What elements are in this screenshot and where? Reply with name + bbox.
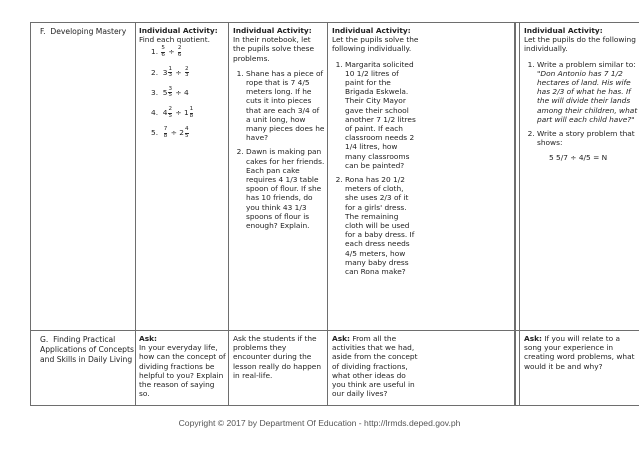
copyright-footer: Copyright © 2017 by Department Of Education - http://lrmds.deped.gov.ph [178, 418, 461, 428]
problem-item: 1. Shane has a piece of rope that is 7 4/5 meters long. If he cuts it into pieces that are each 3/4 of a unit long, how many pieces does he have? [246, 69, 325, 143]
equation: 5 5/7 ÷ 4/5 = N [549, 153, 608, 163]
column-divider [327, 22, 328, 406]
column-divider [135, 22, 136, 406]
activity-instruction: Let the pupils do the following individually. [524, 35, 636, 54]
activity-instruction: Let the pupils solve the following individually. [332, 35, 419, 54]
row-divider [30, 330, 639, 331]
row-title: Finding Practical Applications of Concepts and Skills in Daily Living [40, 335, 134, 364]
row-f-label [40, 27, 132, 37]
quotient-list [139, 46, 227, 139]
f-col2-cell [233, 26, 325, 235]
g-col4-cell [524, 334, 638, 371]
g-col2-cell [233, 334, 325, 380]
ask-label: Ask: [139, 334, 157, 343]
column-divider [519, 22, 520, 406]
f-col1-cell [139, 26, 227, 147]
activity-heading: Individual Activity: [332, 26, 411, 35]
problem-list [524, 60, 638, 163]
problem-item: 1. Write a problem similar to: "Don Antonio has 7 1/2 hectares of land. His wife has 2/3 of what he has. If the will divide their lands among their children, what part will each child have?" [537, 60, 638, 124]
quotient-item: 5. $\frac{7}{8}$ ÷ 2 $\frac{4}{5}$ [151, 126, 189, 139]
g-col3-cell [332, 334, 418, 398]
activity-heading: Individual Activity: [524, 26, 603, 35]
activity-heading: Individual Activity: [139, 26, 218, 35]
activity-heading: Individual Activity: [233, 26, 312, 35]
table-bottom-border [30, 405, 639, 406]
g-col1-cell [139, 334, 227, 398]
row-title: Developing Mastery [50, 27, 127, 36]
problem-item: 2. Rona has 20 1/2 meters of cloth, she uses 2/3 of it for a girls' dress. The remaining cloth will be used for a baby dress. If each dress needs 4/5 meters, how many baby dress can Rona make? [345, 175, 418, 276]
ask-label: Ask: [332, 334, 350, 343]
row-g-label [40, 335, 134, 365]
problem-item: 2. Write a story problem that shows: 5 5/7 ÷ 4/5 = N [537, 129, 638, 163]
ask-label: Ask: [524, 334, 542, 343]
quotient-item: 1. $\frac{5}{6}$ ÷ $\frac{2}{6}$ [151, 45, 182, 58]
row-letter: F. [40, 27, 46, 36]
problem-item: 1. Margarita solicited 10 1/2 litres of paint for the Brigada Eskwela. Their City Mayor gave their school another 7 1/2 litres of paint. If each classroom needs 2 1/4 litres, how many classrooms can be painted? [345, 60, 418, 170]
problem-item: 2. Dawn is making pan cakes for her friends. Each pan cake requires 4 1/3 table spoon of flour. If she has 10 friends, do you think 43 1/3 spoons of flour is enough? Explain. [246, 147, 325, 230]
ask-text: Ask the students if the problems they encounter during the lesson really do happen in real-life. [233, 334, 322, 380]
ask-text: From all the activities that we had, aside from the concept of dividing fractions, what other ideas do you think are useful in our daily lives? [332, 334, 418, 399]
ask-text: If you will relate to a song your experience in creating word problems, what would it be and why? [524, 334, 635, 371]
activity-instruction: In their notebook, let the pupils solve these problems. [233, 35, 315, 63]
ask-text: In your everyday life, how can the concept of dividing fractions be helpful to you? Explain the reason of saying so. [139, 343, 226, 399]
table-left-border [30, 22, 31, 406]
f-col3-cell [332, 26, 418, 281]
row-letter: G. [40, 335, 49, 344]
f-col4-cell [524, 26, 638, 168]
activity-instruction: Find each quotient. [139, 35, 210, 45]
quotient-item: 2. 3 $\frac{1}{3}$ ÷ $\frac{2}{3}$ [151, 65, 189, 79]
column-divider [228, 22, 229, 406]
table-top-border [30, 22, 639, 23]
problem-list [332, 60, 418, 277]
column-divider [514, 22, 516, 406]
problem-list [233, 69, 325, 230]
quotient-item: 3. 5 $\frac{3}{5}$ ÷ 4 [151, 85, 189, 99]
quotient-item: 4. 4 $\frac{2}{5}$ ÷ 1 $\frac{1}{8}$ [151, 105, 194, 119]
